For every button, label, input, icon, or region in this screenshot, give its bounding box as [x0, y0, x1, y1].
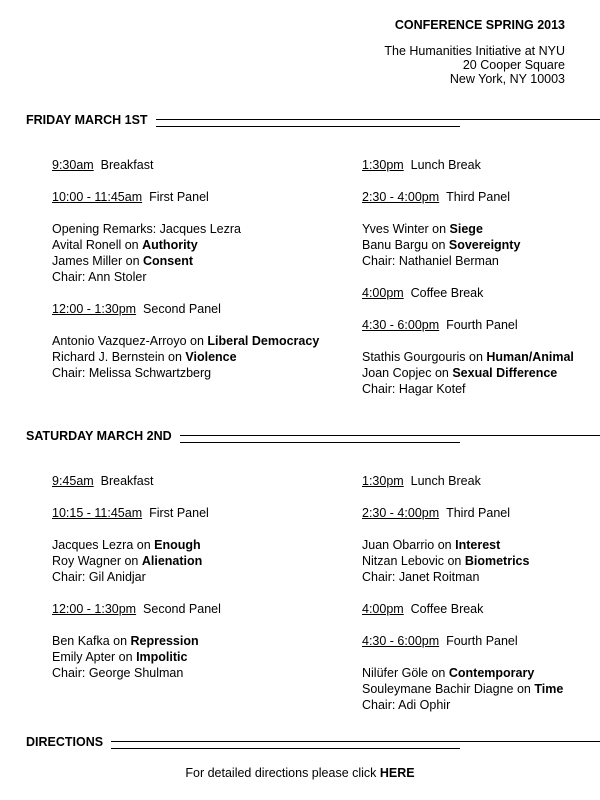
speaker: Antonio Vazquez-Arroyo on [52, 334, 208, 348]
item-label: Fourth Panel [446, 634, 518, 648]
speaker-line [52, 553, 202, 569]
divider [144, 119, 600, 120]
day-heading: SATURDAY MARCH 2ND [26, 429, 180, 443]
speaker: Opening Remarks: Jacques Lezra [52, 222, 241, 236]
schedule-item [52, 473, 153, 489]
speaker-line [362, 681, 563, 697]
schedule-item [362, 317, 518, 333]
time: 9:45am [52, 474, 94, 488]
conference-title: CONFERENCE SPRING 2013 [394, 18, 565, 32]
speaker: Joan Copjec on [362, 366, 453, 380]
section-heading: DIRECTIONS [26, 735, 111, 749]
topic: Time [534, 682, 564, 696]
speaker-line [52, 237, 198, 253]
speaker-line [52, 537, 201, 553]
chair: Chair: Adi Ophir [362, 698, 451, 712]
speaker: Roy Wagner on [52, 554, 142, 568]
topic: Repression [130, 634, 199, 648]
speaker-line [362, 665, 534, 681]
speaker: Emily Apter on [52, 650, 137, 664]
chair-line [52, 365, 211, 381]
time: 10:15 - 11:45am [52, 506, 143, 520]
time: 1:30pm [362, 474, 404, 488]
speaker: Jacques Lezra on [52, 538, 155, 552]
item-label: Third Panel [446, 506, 511, 520]
item-label: Breakfast [100, 158, 154, 172]
chair: Chair: Hagar Kotef [362, 382, 466, 396]
speaker-line [52, 649, 187, 665]
time: 2:30 - 4:00pm [362, 190, 440, 204]
item-label: Lunch Break [410, 158, 481, 172]
address-line-1: The Humanities Initiative at NYU [384, 44, 565, 58]
speaker: Nilüfer Göle on [362, 666, 449, 680]
topic: Sexual Difference [452, 366, 558, 380]
schedule-item [52, 301, 221, 317]
schedule-item [52, 505, 209, 521]
speaker: Stathis Gourgouris on [362, 350, 487, 364]
topic: Violence [185, 350, 237, 364]
time: 4:00pm [362, 602, 404, 616]
item-label: Fourth Panel [446, 318, 518, 332]
speaker: Nitzan Lebovic on [362, 554, 465, 568]
topic: Contemporary [448, 666, 535, 680]
topic: Enough [154, 538, 201, 552]
address-line-3: New York, NY 10003 [449, 72, 565, 86]
time: 12:00 - 1:30pm [52, 302, 137, 316]
directions-sentence: For detailed directions please click [185, 766, 380, 780]
topic: Impolitic [136, 650, 188, 664]
topic: Siege [449, 222, 483, 236]
topic: Authority [142, 238, 198, 252]
speaker-line [362, 349, 574, 365]
speaker-line [52, 633, 199, 649]
speaker-line [52, 221, 241, 237]
topic: Human/Animal [486, 350, 574, 364]
divider [172, 435, 600, 436]
chair: Chair: Ann Stoler [52, 270, 147, 284]
directions-heading [26, 735, 600, 755]
saturday-heading [26, 429, 600, 449]
time: 4:30 - 6:00pm [362, 318, 440, 332]
topic: Biometrics [464, 554, 530, 568]
schedule-item [362, 157, 481, 173]
speaker: James Miller on [52, 254, 143, 268]
time: 9:30am [52, 158, 94, 172]
speaker-line [52, 253, 193, 269]
item-label: Third Panel [446, 190, 511, 204]
time: 12:00 - 1:30pm [52, 602, 137, 616]
topic: Alienation [141, 554, 203, 568]
item-label: First Panel [149, 506, 209, 520]
day-heading: FRIDAY MARCH 1ST [26, 113, 156, 127]
speaker: Yves Winter on [362, 222, 450, 236]
speaker-line [362, 553, 529, 569]
chair-line [52, 665, 183, 681]
chair: Chair: Janet Roitman [362, 570, 480, 584]
speaker-line [362, 365, 557, 381]
speaker: Ben Kafka on [52, 634, 131, 648]
chair: Chair: Nathaniel Berman [362, 254, 499, 268]
time: 4:30 - 6:00pm [362, 634, 440, 648]
speaker: Avital Ronell on [52, 238, 143, 252]
chair-line [362, 569, 479, 585]
item-label: Second Panel [143, 602, 221, 616]
chair-line [362, 697, 450, 713]
time: 2:30 - 4:00pm [362, 506, 440, 520]
chair: Chair: Melissa Schwartzberg [52, 366, 212, 380]
chair: Chair: George Shulman [52, 666, 184, 680]
topic: Interest [455, 538, 501, 552]
schedule-item [362, 633, 518, 649]
schedule-item [362, 189, 510, 205]
chair-line [52, 569, 146, 585]
speaker-line [362, 537, 500, 553]
directions-text [0, 766, 600, 780]
chair-line [362, 253, 499, 269]
schedule-item [52, 601, 221, 617]
schedule-item [362, 601, 483, 617]
chair: Chair: Gil Anidjar [52, 570, 146, 584]
item-label: First Panel [149, 190, 209, 204]
speaker-line [362, 221, 483, 237]
schedule-item [52, 157, 153, 173]
chair-line [362, 381, 466, 397]
item-label: Second Panel [143, 302, 221, 316]
schedule-item [52, 189, 209, 205]
item-label: Breakfast [100, 474, 154, 488]
divider [106, 741, 600, 742]
speaker: Souleymane Bachir Diagne on [362, 682, 535, 696]
speaker-line [52, 333, 319, 349]
schedule-item [362, 473, 481, 489]
time: 1:30pm [362, 158, 404, 172]
speaker: Juan Obarrio on [362, 538, 456, 552]
here-link[interactable]: HERE [379, 766, 415, 780]
item-label: Lunch Break [410, 474, 481, 488]
schedule-item [362, 285, 483, 301]
speaker: Richard J. Bernstein on [52, 350, 186, 364]
conference-header [384, 18, 565, 86]
topic: Consent [143, 254, 193, 268]
chair-line [52, 269, 147, 285]
topic: Liberal Democracy [207, 334, 320, 348]
topic: Sovereignty [448, 238, 521, 252]
time: 10:00 - 11:45am [52, 190, 143, 204]
item-label: Coffee Break [410, 286, 484, 300]
address-line-2: 20 Cooper Square [462, 58, 565, 72]
speaker-line [52, 349, 237, 365]
speaker-line [362, 237, 520, 253]
speaker: Banu Bargu on [362, 238, 449, 252]
friday-heading [26, 113, 600, 133]
item-label: Coffee Break [410, 602, 484, 616]
time: 4:00pm [362, 286, 404, 300]
schedule-item [362, 505, 510, 521]
